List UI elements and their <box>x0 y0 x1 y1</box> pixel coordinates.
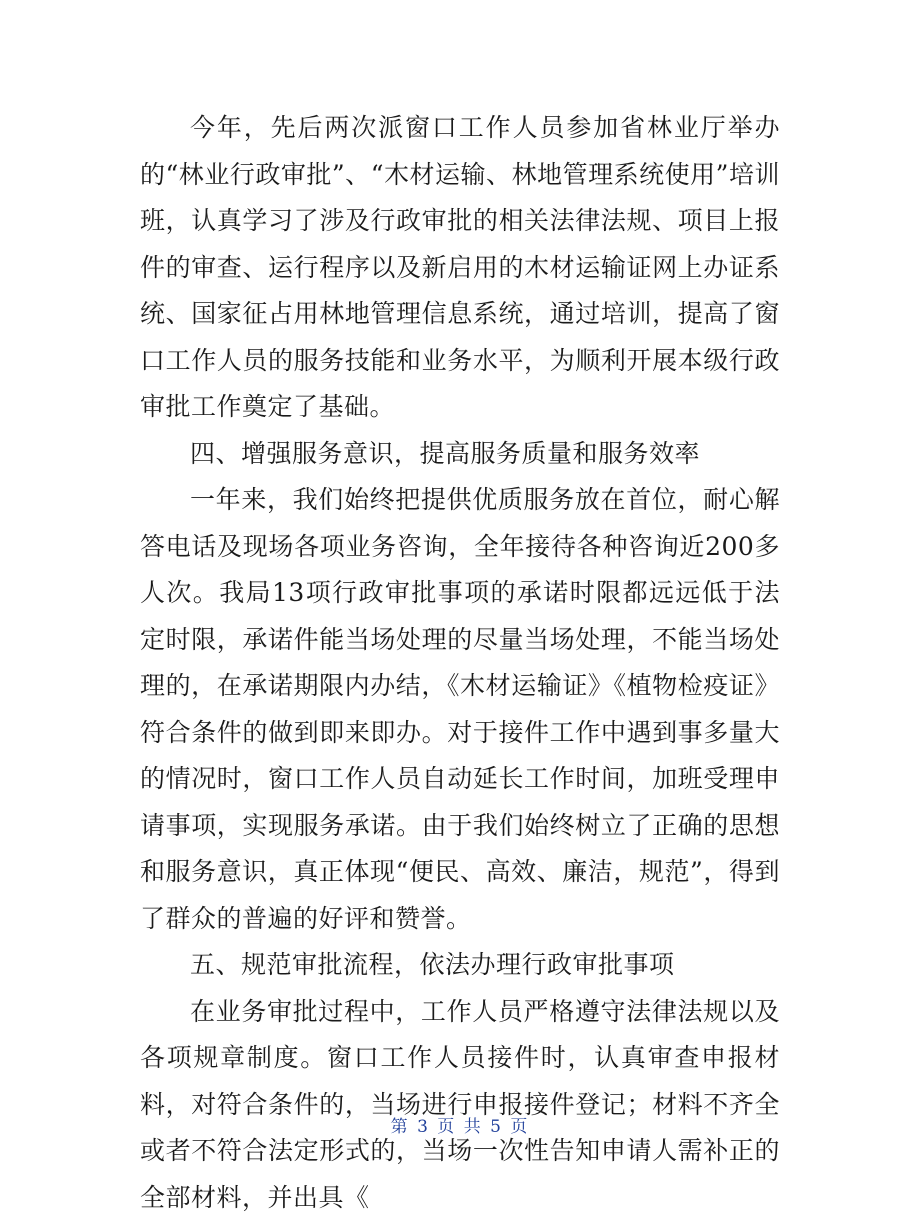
page-number-footer: 第 3 页 共 5 页 <box>0 1112 920 1137</box>
document-body <box>140 105 780 1221</box>
paragraph-approval: 在业务审批过程中，工作人员严格遵守法律法规以及各项规章制度。窗口工作人员接件时，认真审查申报材料，对符合条件的，当场进行申报接件登记；材料不齐全或者不符合法定形式的，当场一次性告知申请人需补正的全部材料，并出具《 <box>140 989 780 1221</box>
section-heading-4: 四、增强服务意识，提高服务质量和服务效率 <box>140 431 780 478</box>
section-heading-5: 五、规范审批流程，依法办理行政审批事项 <box>140 942 780 989</box>
paragraph-service: 一年来，我们始终把提供优质服务放在首位，耐心解答电话及现场各项业务咨询，全年接待各种咨询近200多人次。我局13项行政审批事项的承诺时限都远远低于法定时限，承诺件能当场处理的尽量当场处理，不能当场处理的，在承诺期限内办结，《木材运输证》《植物检疫证》符合条件的做到即来即办。对于接件工作中遇到事多量大的情况时，窗口工作人员自动延长工作时间，加班受理申请事项，实现服务承诺。由于我们始终树立了正确的思想和服务意识，真正体现“便民、高效、廉洁，规范”，得到了群众的普遍的好评和赞誉。 <box>140 477 780 942</box>
paragraph-training: 今年，先后两次派窗口工作人员参加省林业厅举办的“林业行政审批”、“木材运输、林地管理系统使用”培训班，认真学习了涉及行政审批的相关法律法规、项目上报件的审查、运行程序以及新启用的木材运输证网上办证系统、国家征占用林地管理信息系统，通过培训，提高了窗口工作人员的服务技能和业务水平，为顺利开展本级行政审批工作奠定了基础。 <box>140 105 780 431</box>
